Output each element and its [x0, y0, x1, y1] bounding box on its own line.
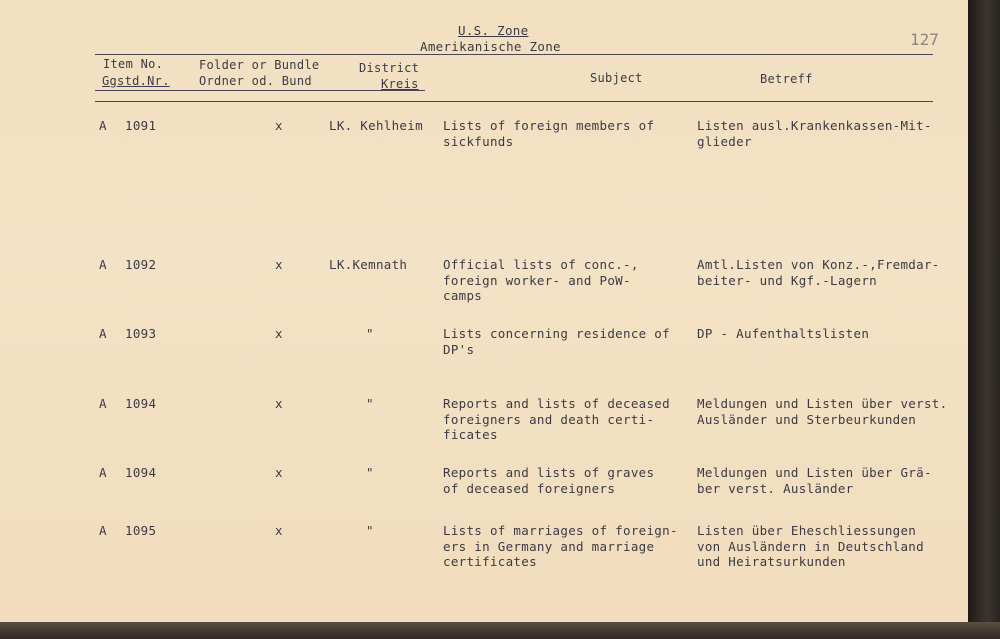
- row-subject: Lists of foreign members of sickfunds: [443, 118, 655, 149]
- row-subject: Official lists of conc.-, foreign worker- and PoW- camps: [443, 257, 639, 303]
- row-item-number: 1091: [125, 118, 157, 133]
- row-folder: x: [275, 257, 283, 272]
- row-item-number: 1094: [125, 396, 157, 411]
- col-header-folder-en: Folder or Bundle: [199, 58, 320, 72]
- row-subject: Reports and lists of deceased foreigners and death certi- ficates: [443, 396, 670, 442]
- row-betreff: DP - Aufenthaltslisten: [697, 326, 870, 341]
- zone-title: U.S. Zone: [458, 23, 529, 38]
- row-betreff: Amtl.Listen von Konz.-,Fremdar- beiter- und Kgf.-Lagern: [697, 257, 940, 288]
- row-district: ": [366, 396, 374, 411]
- col-header-item-en: Item No.: [103, 57, 164, 71]
- header-bottom-rule: [95, 101, 933, 102]
- col-header-subject: Subject: [590, 71, 643, 85]
- scanner-edge-bottom: [0, 622, 1000, 639]
- row-prefix: A: [99, 465, 107, 480]
- col-header-district-de: Kreis: [381, 77, 419, 91]
- row-item-number: 1095: [125, 523, 157, 538]
- row-district: LK. Kehlheim: [329, 118, 423, 133]
- row-item-number: 1093: [125, 326, 157, 341]
- row-prefix: A: [99, 396, 107, 411]
- col-header-folder-de: Ordner od. Bund: [199, 74, 312, 88]
- row-folder: x: [275, 396, 283, 411]
- col-header-item-de: Ggstd.Nr.: [102, 74, 170, 88]
- col-header-betreff: Betreff: [760, 72, 813, 86]
- row-subject: Reports and lists of graves of deceased foreigners: [443, 465, 655, 496]
- row-betreff: Meldungen und Listen über Grä- ber verst. Ausländer: [697, 465, 932, 496]
- row-prefix: A: [99, 257, 107, 272]
- row-prefix: A: [99, 118, 107, 133]
- col-header-district-en: District: [359, 61, 420, 75]
- row-betreff: Meldungen und Listen über verst. Ausländer und Sterbeurkunden: [697, 396, 948, 427]
- row-item-number: 1092: [125, 257, 157, 272]
- row-betreff: Listen über Eheschliessungen von Ausländern in Deutschland und Heiratsurkunden: [697, 523, 924, 569]
- row-prefix: A: [99, 326, 107, 341]
- row-subject: Lists concerning residence of DP's: [443, 326, 670, 357]
- zone-subtitle: Amerikanische Zone: [420, 39, 561, 54]
- scanner-edge-right: [968, 0, 1000, 639]
- header-mid-rule: [95, 90, 425, 91]
- row-district: ": [366, 465, 374, 480]
- row-district: ": [366, 523, 374, 538]
- row-folder: x: [275, 465, 283, 480]
- row-prefix: A: [99, 523, 107, 538]
- page-number: 127: [910, 30, 939, 49]
- row-folder: x: [275, 118, 283, 133]
- row-betreff: Listen ausl.Krankenkassen-Mit- glieder: [697, 118, 932, 149]
- row-item-number: 1094: [125, 465, 157, 480]
- row-folder: x: [275, 523, 283, 538]
- header-top-rule: [95, 54, 933, 55]
- row-district: ": [366, 326, 374, 341]
- row-folder: x: [275, 326, 283, 341]
- row-subject: Lists of marriages of foreign- ers in Germany and marriage certificates: [443, 523, 678, 569]
- row-district: LK.Kemnath: [329, 257, 408, 272]
